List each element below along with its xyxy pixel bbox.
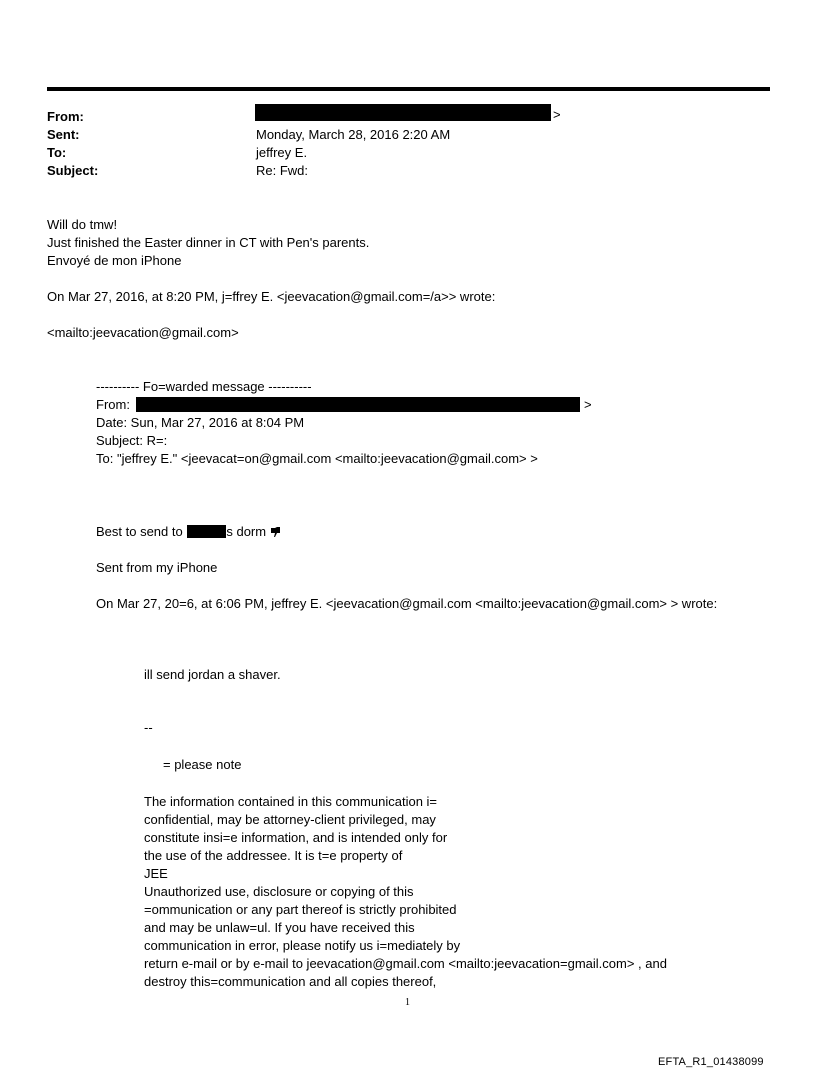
disclaimer-line: constitute insi=e information, and is intended only for (144, 830, 448, 845)
please-note: = please note (163, 757, 242, 772)
forward-date: Date: Sun, Mar 27, 2016 at 8:04 PM (96, 415, 305, 430)
forward-divider: ---------- Fo=warded message ---------- (96, 379, 312, 394)
redaction-name (187, 525, 226, 538)
to-label: To: (47, 145, 67, 160)
thumbs-down-icon (270, 526, 282, 542)
sent-label: Sent: (47, 127, 80, 142)
redaction-forward-from (136, 397, 580, 412)
subject-label: Subject: (47, 163, 99, 178)
inner-message: ill send jordan a shaver. (144, 667, 281, 682)
page-number: 1 (405, 997, 410, 1008)
forward-from-label: From: (96, 397, 130, 412)
sent-value: Monday, March 28, 2016 2:20 AM (256, 127, 451, 142)
best-suffix: s dorm (226, 524, 267, 539)
signature-dash: -- (144, 720, 153, 735)
document-id: EFTA_R1_01438099 (658, 1056, 764, 1068)
body-line-1: Will do tmw! (47, 217, 118, 232)
disclaimer-line: destroy this=communication and all copies thereof, (144, 974, 437, 989)
disclaimer-line: =ommunication or any part thereof is strictly prohibited (144, 902, 457, 917)
body-line-3: Envoyé de mon iPhone (47, 253, 182, 268)
from-label: From: (47, 109, 84, 124)
disclaimer-line: The information contained in this communication i= (144, 794, 438, 809)
redaction-from (255, 104, 551, 121)
disclaimer-line: return e-mail or by e-mail to jeevacation@gmail.com <mailto:jeevacation=gmail.com> , and (144, 956, 667, 971)
forward-from-suffix: > (584, 397, 592, 412)
disclaimer-line: and may be unlaw=ul. If you have received this (144, 920, 415, 935)
body-line-2: Just finished the Easter dinner in CT with Pen's parents. (47, 235, 370, 250)
disclaimer-line: confidential, may be attorney-client privileged, may (144, 812, 436, 827)
mailto-line: <mailto:jeevacation@gmail.com> (47, 325, 239, 340)
disclaimer-line: the use of the addressee. It is t=e property of (144, 848, 403, 863)
top-rule (47, 87, 770, 91)
forward-to: To: "jeffrey E." <jeevacat=on@gmail.com <mailto:jeevacation@gmail.com> > (96, 451, 538, 466)
forward-quote-intro: On Mar 27, 20=6, at 6:06 PM, jeffrey E. <jeevacation@gmail.com <mailto:jeevacation@gmail.com> > wrote: (96, 596, 718, 611)
disclaimer-line: JEE (144, 866, 168, 881)
to-value: jeffrey E. (256, 145, 308, 160)
quote-intro: On Mar 27, 2016, at 8:20 PM, j=ffrey E. <jeevacation@gmail.com=/a>> wrote: (47, 289, 496, 304)
subject-value: Re: Fwd: (256, 163, 309, 178)
disclaimer-line: communication in error, please notify us i=mediately by (144, 938, 461, 953)
best-to-send-line (96, 524, 282, 542)
best-prefix: Best to send to (96, 524, 183, 539)
disclaimer-line: Unauthorized use, disclosure or copying of this (144, 884, 414, 899)
sent-from-iphone: Sent from my iPhone (96, 560, 218, 575)
forward-subject: Subject: R=: (96, 433, 168, 448)
from-suffix: > (553, 107, 561, 122)
disclaimer-block (144, 793, 667, 991)
